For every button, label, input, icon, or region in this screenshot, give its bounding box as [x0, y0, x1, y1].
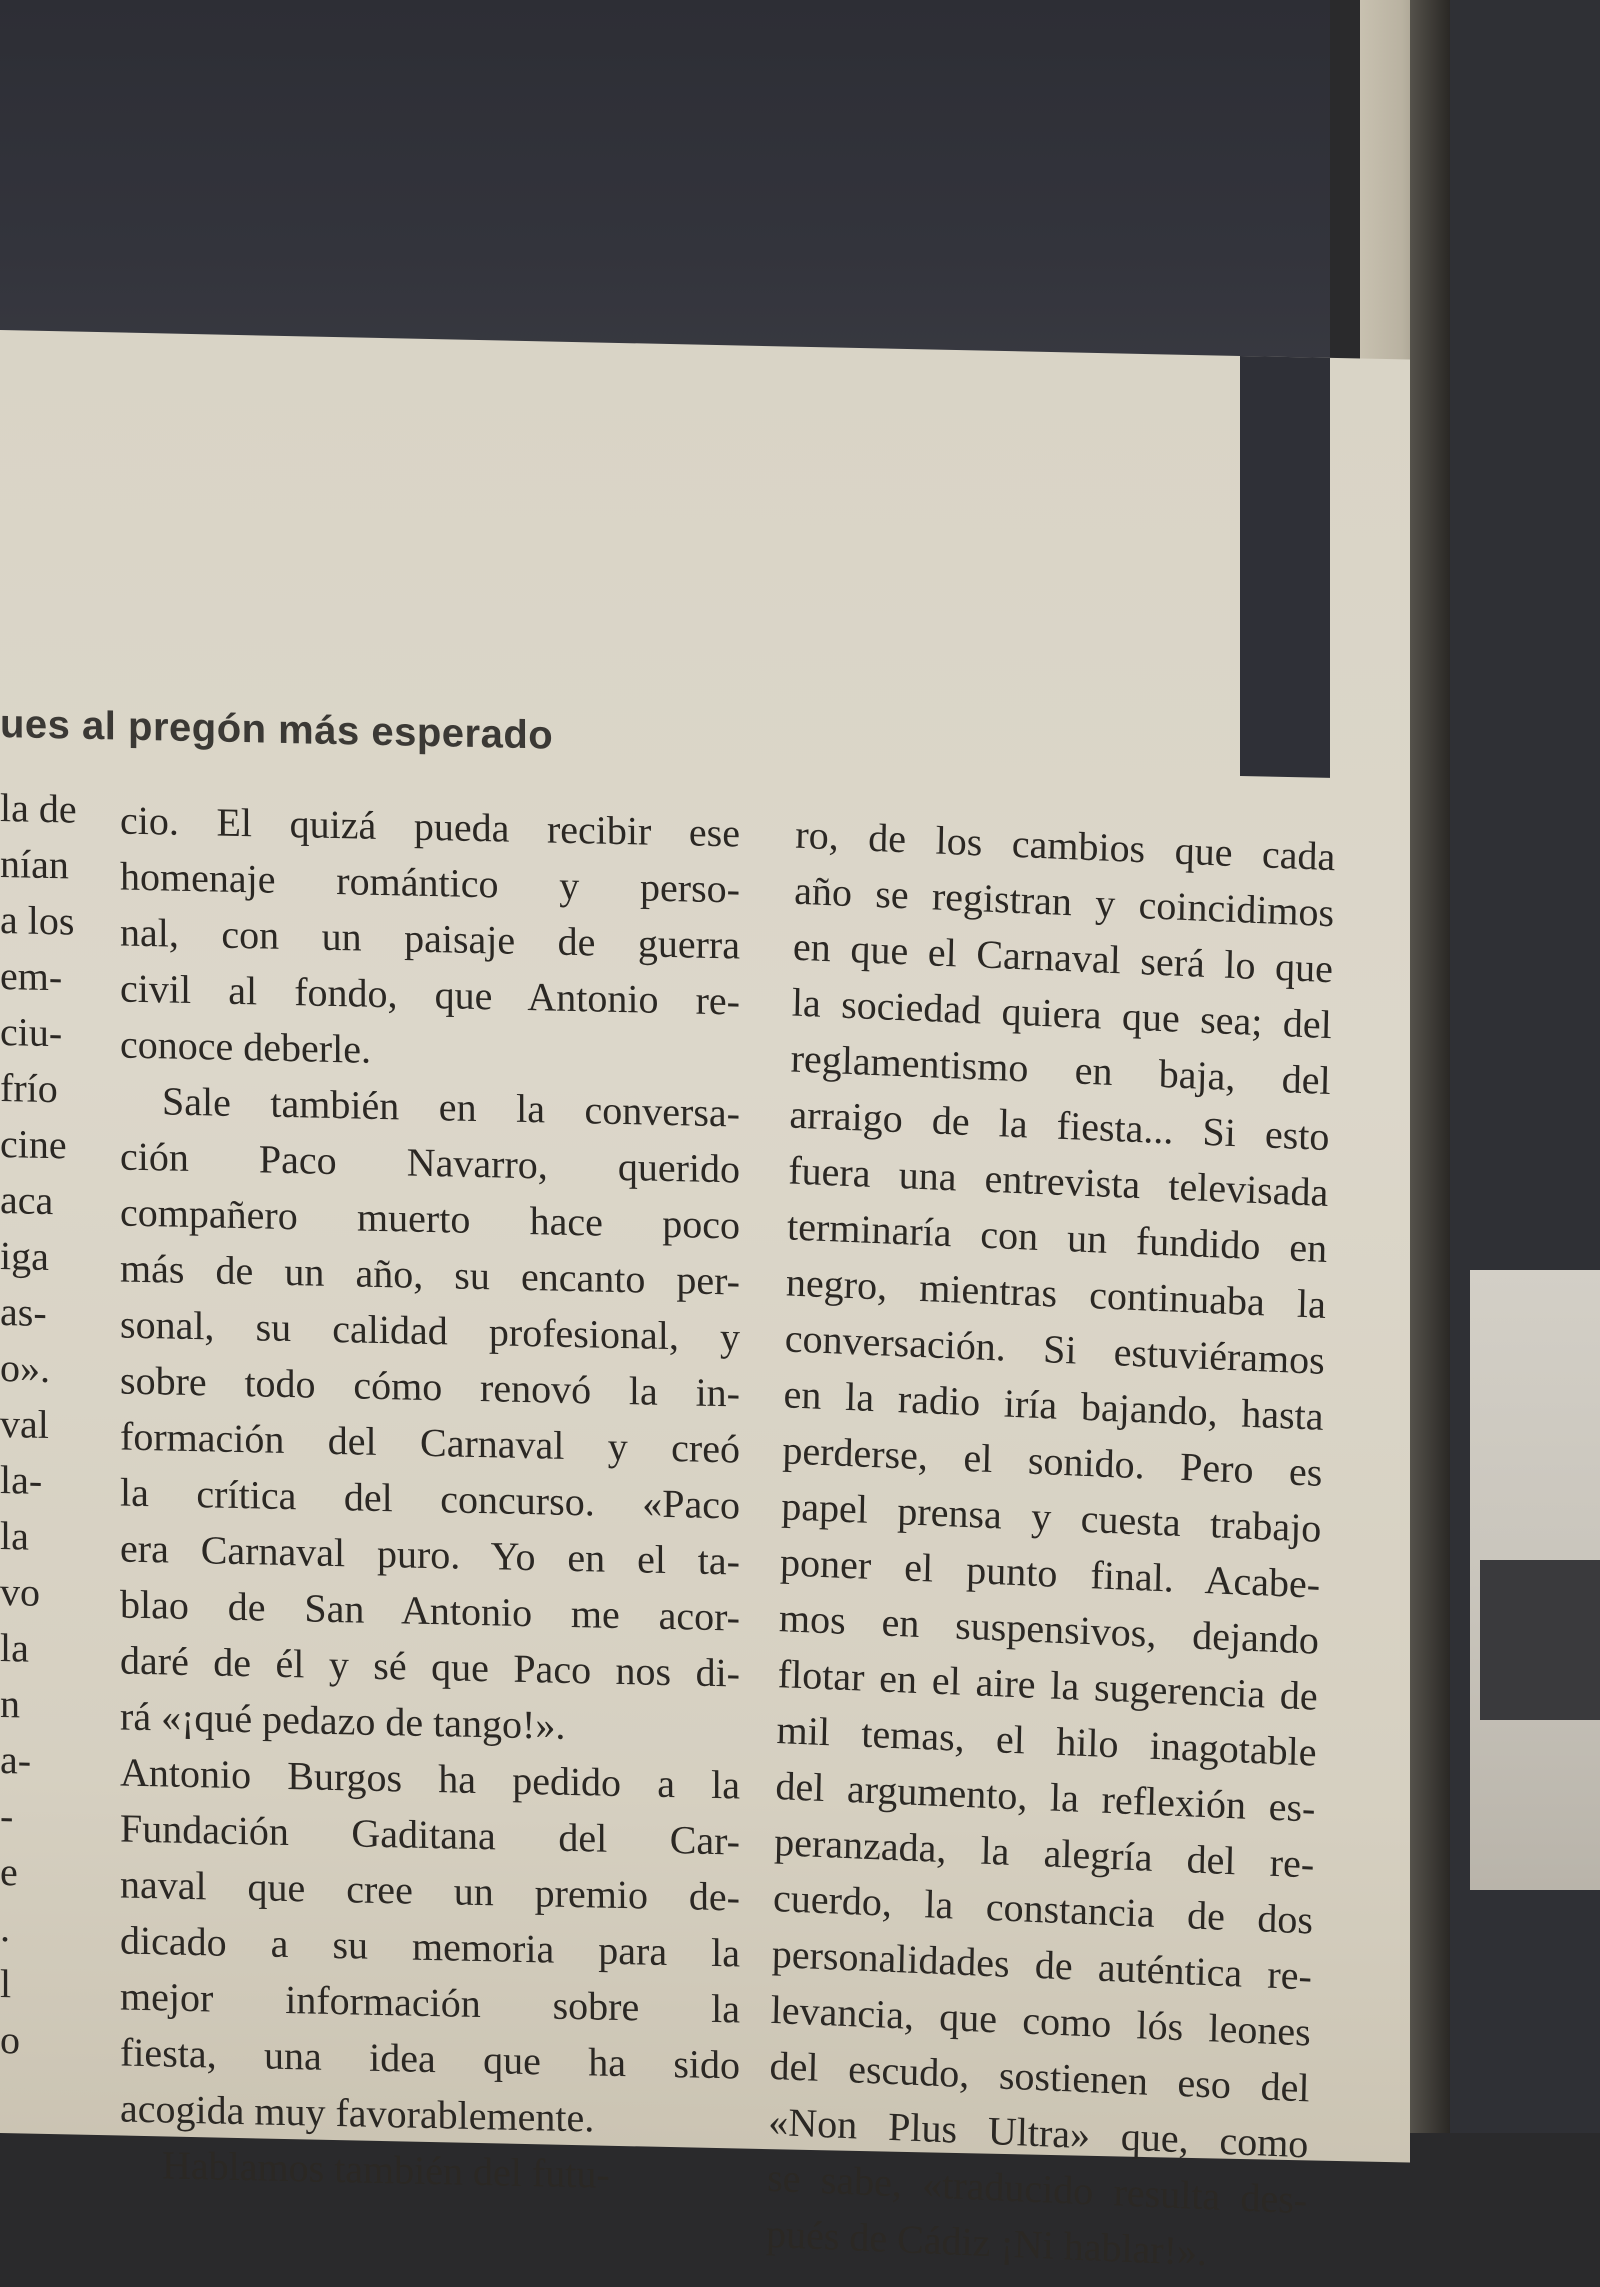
right-column [766, 807, 1336, 2285]
text-line: as- [0, 1289, 47, 1335]
magazine-page [0, 330, 1410, 2275]
text-line: poner el punto final. Acabe- [779, 1539, 1321, 1607]
text-line: cuerdo, la constancia de dos [772, 1874, 1314, 1943]
text-line: val [0, 1401, 49, 1448]
adjacent-page [1450, 0, 1600, 2133]
text-line: o». [0, 1345, 50, 1392]
text-line: cio. El quizá pueda recibir ese [120, 797, 740, 856]
text-line: Hablamos también del futu- [162, 2142, 610, 2197]
text-line: la sociedad quiera que sea; del [791, 979, 1333, 1048]
text-line: naval que cree un premio de- [120, 1861, 740, 1920]
text-line: en la radio iría bajando, hasta [783, 1371, 1325, 1439]
text-line: levancia, que como lós leones [770, 1986, 1312, 2055]
text-line: a- [0, 1737, 32, 1783]
text-line: ción Paco Navarro, querido [120, 1133, 740, 1192]
text-line: iga [0, 1233, 49, 1280]
text-line: sobre todo cómo renovó la in- [120, 1357, 740, 1416]
adjacent-page-dark-block [1480, 1560, 1600, 1720]
text-line: acogida muy favorablemente. [120, 2085, 595, 2141]
text-line: conoce deberle. [120, 1021, 371, 1072]
text-line: ciu- [0, 1009, 63, 1056]
text-line: terminaría con un fundido en [786, 1203, 1328, 1272]
text-line: la crítica del concurso. «Paco [120, 1469, 740, 1528]
text-line: flotar en el aire la sugerencia de [777, 1651, 1319, 1719]
text-line: año se registran y coincidimos [793, 867, 1335, 936]
text-line: frío [0, 1065, 58, 1112]
text-line: l [0, 1961, 12, 2007]
text-line: mos en suspensivos, dejando [778, 1595, 1320, 1663]
text-line: «Non Plus Ultra» que, como [767, 2098, 1309, 2167]
text-line: la- [0, 1457, 43, 1503]
text-line: era Carnaval puro. Yo en el ta- [120, 1525, 740, 1584]
text-line: Fundación Gaditana del Car- [120, 1805, 740, 1864]
text-line: vo [0, 1569, 40, 1615]
text-line: daré de él y sé que Paco nos di- [120, 1637, 740, 1696]
text-line: mejor información sobre la [120, 1973, 740, 2032]
text-line: nían [0, 841, 69, 888]
left-column-fragment [0, 780, 96, 2070]
text-line: la [0, 1513, 29, 1559]
text-line: Antonio Burgos ha pedido a la [120, 1749, 740, 1808]
text-line: em- [0, 953, 63, 1000]
text-line: civil al fondo, que Antonio re- [120, 965, 740, 1024]
text-line: se sabe, «traducido resulta des- [766, 2154, 1308, 2223]
text-line: nal, con un paisaje de guerra [120, 909, 740, 968]
book-gutter [1410, 0, 1450, 2133]
text-line: perderse, el sonido. Pero es [782, 1427, 1323, 1495]
text-line: fuera una entrevista televisada [787, 1147, 1329, 1216]
text-line: del escudo, sostienen eso del [769, 2042, 1310, 2111]
text-line: pués de Cádiz ¡Ni hablar!». [765, 2210, 1208, 2275]
text-line: blao de San Antonio me acor- [120, 1581, 740, 1640]
text-line: papel prensa y cuesta trabajo [780, 1483, 1322, 1551]
text-line: Sale también en la conversa- [162, 1078, 740, 1136]
text-line: e [0, 1849, 18, 1895]
text-line: conversación. Si estuviéramos [784, 1315, 1326, 1383]
text-line: compañero muerto hace poco [120, 1189, 740, 1248]
text-line: homenaje romántico y perso- [120, 853, 740, 912]
text-line: más de un año, su encanto per- [120, 1245, 740, 1304]
text-line: la [0, 1625, 29, 1671]
text-line: dicado a su memoria para la [120, 1917, 740, 1976]
text-line: fiesta, una idea que ha sido [120, 2029, 740, 2088]
text-line: . [0, 1905, 10, 1951]
text-line: arraigo de la fiesta... Si esto [789, 1091, 1330, 1160]
text-line: del argumento, la reflexión es- [775, 1763, 1316, 1831]
text-line: sonal, su calidad profesional, y [120, 1301, 740, 1360]
section-header: ues al pregón más esperado [0, 702, 554, 758]
text-line: ro, de los cambios que cada [794, 811, 1336, 880]
text-line: mil temas, el hilo inagotable [776, 1707, 1318, 1775]
text-line: personalidades de auténtica re- [771, 1930, 1313, 1999]
text-line: n [0, 1681, 20, 1727]
text-line: aca [0, 1177, 54, 1224]
text-line: formación del Carnaval y creó [120, 1413, 740, 1472]
text-line: reglamentismo en baja, del [790, 1035, 1332, 1104]
text-line: a los [0, 897, 75, 944]
text-line: cine [0, 1121, 67, 1168]
text-line: peranzada, la alegría del re- [773, 1819, 1315, 1887]
middle-column [120, 793, 740, 2206]
photo-corner [1240, 356, 1330, 778]
text-line: negro, mientras continuaba la [785, 1259, 1327, 1327]
text-line: la de [0, 785, 77, 832]
text-line: o [0, 2017, 20, 2063]
text-line: - [0, 1793, 14, 1839]
text-line: rá «¡qué pedazo de tango!». [120, 1693, 566, 1748]
text-line: en que el Carnaval será lo que [792, 923, 1334, 992]
